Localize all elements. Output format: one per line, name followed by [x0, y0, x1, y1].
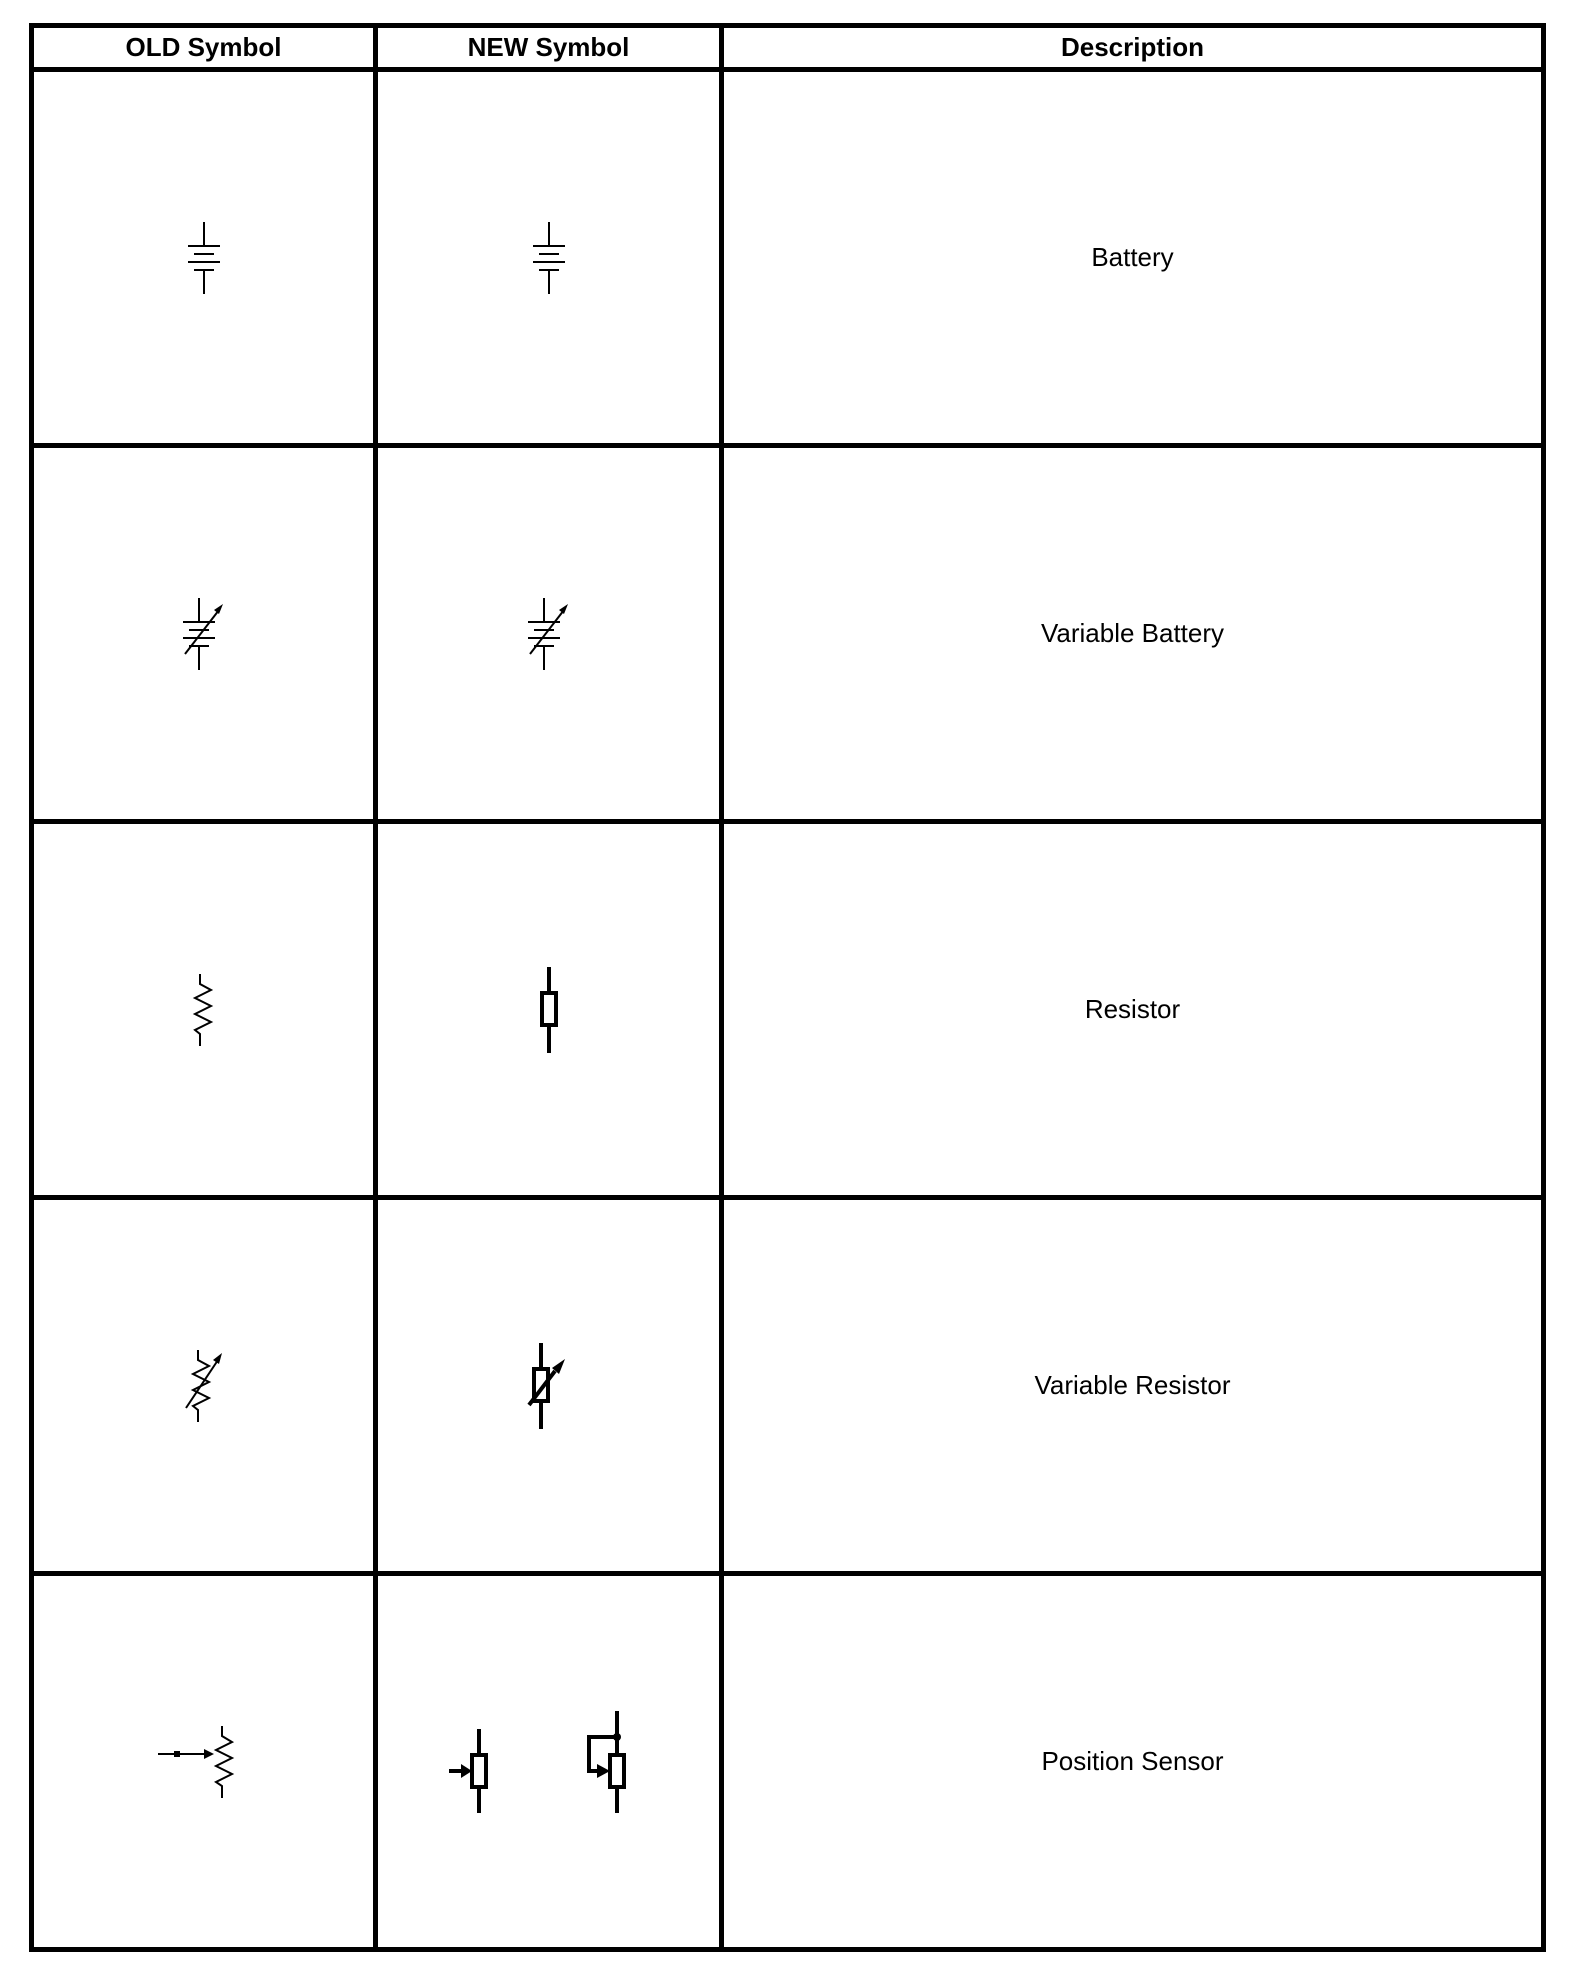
header-old-symbol: OLD Symbol — [32, 26, 376, 70]
symbol-table — [29, 23, 1546, 1952]
description-cell: Battery — [722, 70, 1544, 446]
resistor-zigzag-icon — [179, 970, 229, 1050]
position-sensor-zigzag-icon — [154, 1722, 254, 1802]
new-symbol-cell — [376, 1574, 722, 1950]
old-symbol-cell — [32, 1198, 376, 1574]
description-cell: Variable Resistor — [722, 1198, 1544, 1574]
header-row — [32, 26, 1544, 70]
new-symbol-cell — [376, 446, 722, 822]
variable-battery-icon — [169, 594, 239, 674]
old-symbol-cell — [32, 70, 376, 446]
new-symbol-cell — [376, 70, 722, 446]
position-sensor-box-icon — [439, 1707, 659, 1817]
old-symbol-cell — [32, 446, 376, 822]
variable-resistor-zigzag-icon — [174, 1346, 234, 1426]
table-row — [32, 1198, 1544, 1574]
variable-battery-icon — [514, 594, 584, 674]
description-cell: Position Sensor — [722, 1574, 1544, 1950]
header-description: Description — [722, 26, 1544, 70]
variable-resistor-box-icon — [519, 1341, 579, 1431]
old-symbol-cell — [32, 1574, 376, 1950]
battery-icon — [519, 218, 579, 298]
description-cell: Variable Battery — [722, 446, 1544, 822]
resistor-box-icon — [529, 965, 569, 1055]
old-symbol-cell — [32, 822, 376, 1198]
header-new-symbol: NEW Symbol — [376, 26, 722, 70]
table-row — [32, 822, 1544, 1198]
battery-icon — [174, 218, 234, 298]
table-row — [32, 70, 1544, 446]
table-row — [32, 1574, 1544, 1950]
new-symbol-cell — [376, 1198, 722, 1574]
description-cell: Resistor — [722, 822, 1544, 1198]
new-symbol-cell — [376, 822, 722, 1198]
table-row — [32, 446, 1544, 822]
